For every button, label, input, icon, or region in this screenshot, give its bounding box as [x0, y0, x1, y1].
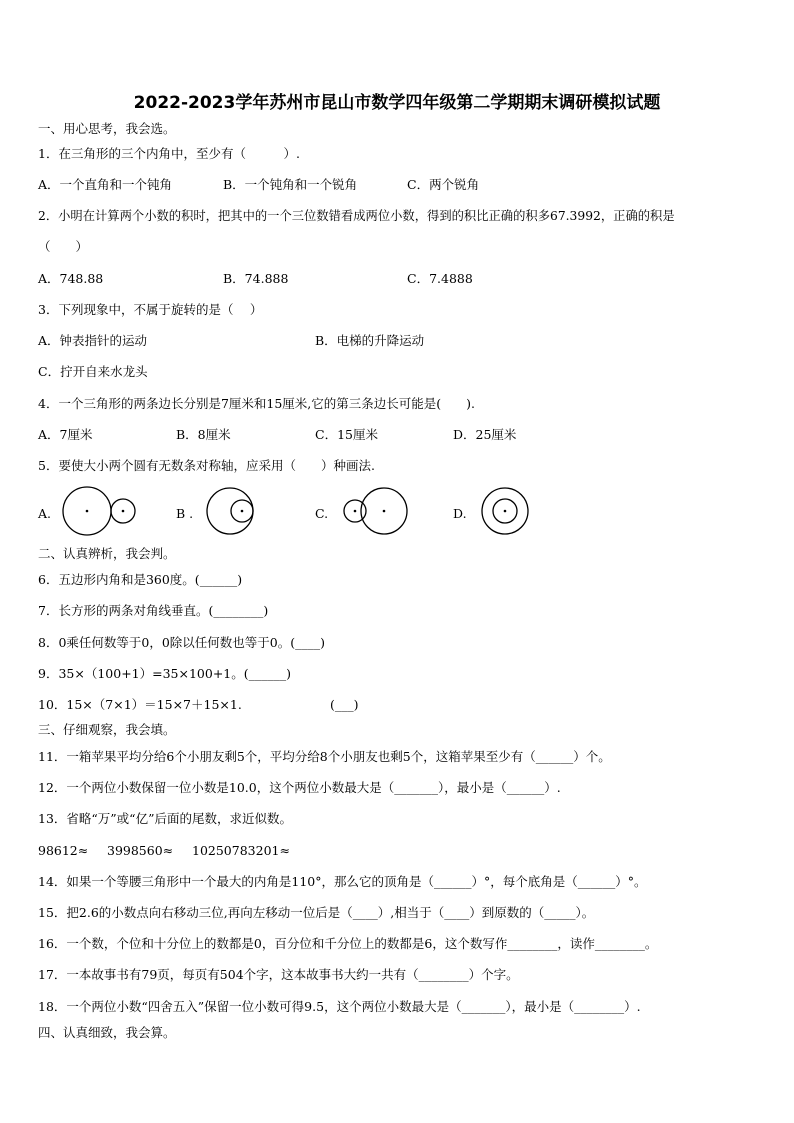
- section-heading-3: 三、仔细观察，我会填。: [38, 722, 176, 737]
- q4-option-a: A．7厘米: [38, 427, 93, 442]
- q2-option-c: C．7.4888: [407, 271, 473, 286]
- q5-option-a: A.: [38, 506, 52, 521]
- q4-option-b: B．8厘米: [176, 427, 231, 442]
- q13-item-1: 98612≈: [38, 843, 89, 858]
- q5-figure-a: [60, 485, 140, 537]
- question-9: 9．35×（100+1）=35×100+1。(______): [38, 666, 292, 681]
- question-5: 5．要使大小两个圆有无数条对称轴，应采用（ ）种画法.: [38, 458, 375, 473]
- q3-option-a: A．钟表指针的运动: [38, 333, 148, 348]
- q5-figure-c: [340, 485, 412, 537]
- q13-item-3: 10250783201≈: [192, 843, 290, 858]
- section-heading-4: 四、认真细致，我会算。: [38, 1025, 176, 1040]
- q1-option-b: B．一个钝角和一个锐角: [223, 177, 358, 192]
- q1-option-a: A．一个直角和一个钝角: [38, 177, 173, 192]
- q4-option-c: C．15厘米: [315, 427, 378, 442]
- question-2: 2．小明在计算两个小数的积时，把其中的一个三位数错看成两位小数，得到的积比正确的积多67.3992，正确的积是: [38, 209, 675, 223]
- question-2-blank: （ ）: [38, 239, 89, 254]
- question-17: 17．一本故事书有79页，每页有504个字，这本故事书大约一共有（________）个字。: [38, 967, 519, 982]
- question-6: 6．五边形内角和是360度。(______): [38, 572, 243, 587]
- q5-option-d: D.: [453, 506, 467, 521]
- question-1: 1．在三角形的三个内角中，至少有（ ）.: [38, 146, 300, 161]
- section-heading-1: 一、用心思考，我会选。: [38, 121, 176, 136]
- page-title: 2022-2023学年苏州市昆山市数学四年级第二学期期末调研模拟试题: [133, 93, 661, 113]
- question-7: 7．长方形的两条对角线垂直。(________): [38, 603, 269, 618]
- question-10: 10．15×（7×1）＝15×7＋15×1.: [38, 697, 242, 712]
- q3-option-b: B．电梯的升降运动: [315, 333, 425, 348]
- q13-item-2: 3998560≈: [107, 843, 174, 858]
- question-13: 13．省略“万”或“亿”后面的尾数，求近似数。: [38, 811, 292, 826]
- question-15: 15．把2.6的小数点向右移动三位,再向左移动一位后是（____）,相当于（____）到原数的（_____）。: [38, 905, 595, 920]
- q5-option-c: C.: [315, 506, 329, 521]
- question-12: 12．一个两位小数保留一位小数是10.0，这个两位小数最大是（_______），最小是（______）.: [38, 780, 561, 795]
- question-16: 16．一个数，个位和十分位上的数都是0，百分位和千分位上的数都是6，这个数写作________，读作________。: [38, 936, 658, 951]
- section-heading-2: 二、认真辨析，我会判。: [38, 546, 176, 561]
- q5-option-b: B .: [176, 506, 194, 521]
- question-11: 11．一箱苹果平均分给6个小朋友剩5个，平均分给8个小朋友也剩5个，这箱苹果至少有（______）个。: [38, 749, 611, 764]
- q2-option-a: A．748.88: [38, 271, 104, 286]
- question-4: 4．一个三角形的两条边长分别是7厘米和15厘米,它的第三条边长可能是( ).: [38, 396, 476, 411]
- q5-figure-b: [203, 485, 263, 537]
- q2-option-b: B．74.888: [223, 271, 289, 286]
- q1-option-c: C．两个锐角: [407, 177, 480, 192]
- q4-option-d: D．25厘米: [453, 427, 517, 442]
- question-14: 14．如果一个等腰三角形中一个最大的内角是110°，那么它的顶角是（______）°，每个底角是（______）°。: [38, 874, 647, 889]
- q3-option-c: C．拧开自来水龙头: [38, 364, 148, 379]
- question-10-blank: (___): [330, 697, 359, 712]
- q5-figure-d: [478, 485, 534, 537]
- question-8: 8．0乘任何数等于0，0除以任何数也等于0。(____): [38, 635, 326, 650]
- question-3: 3．下列现象中，不属于旋转的是（ ）: [38, 302, 263, 317]
- question-18: 18．一个两位小数“四舍五入”保留一位小数可得9.5，这个两位小数最大是（_______），最小是（________）.: [38, 999, 641, 1014]
